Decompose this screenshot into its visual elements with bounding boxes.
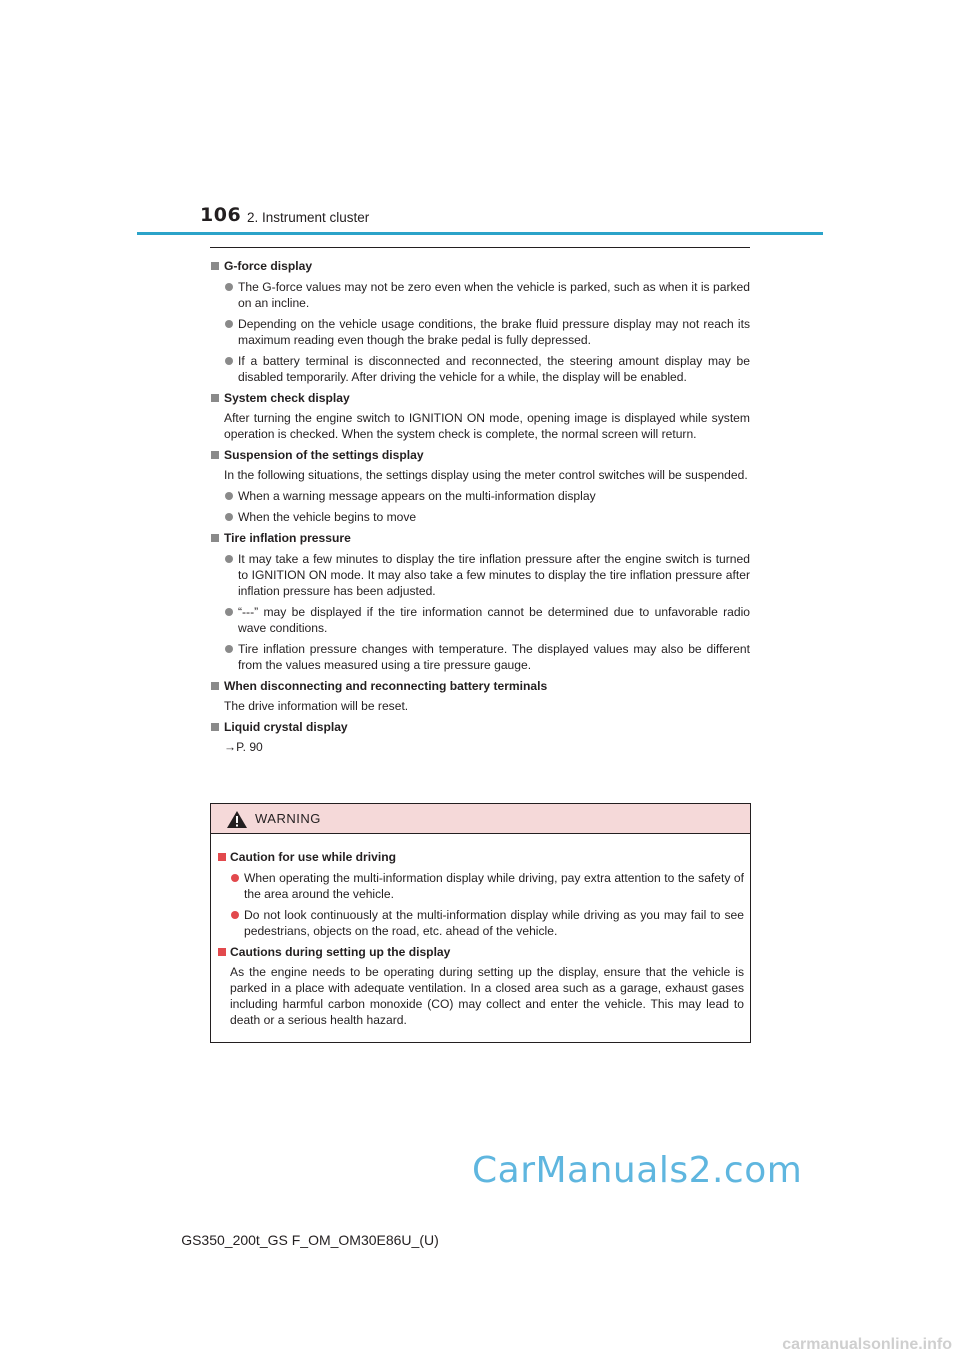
warning-heading: Cautions during setting up the display xyxy=(217,944,744,960)
section-title: 2. Instrument cluster xyxy=(247,210,370,225)
watermark-logo: CarManuals2.com xyxy=(472,1150,803,1191)
list-item: When a warning message appears on the multi-information display xyxy=(210,488,750,504)
circle-bullet-icon xyxy=(225,513,233,521)
section-heading: Liquid crystal display xyxy=(210,719,750,735)
circle-bullet-icon xyxy=(225,283,233,291)
list-item: Tire inflation pressure changes with temperature. The displayed values may also be different from the values measured using a tire pressure gauge. xyxy=(210,641,750,673)
square-bullet-icon xyxy=(211,394,219,402)
page-reference: →P. 90 xyxy=(224,740,263,754)
circle-bullet-icon xyxy=(225,608,233,616)
section-heading: Tire inflation pressure xyxy=(210,530,750,546)
circle-bullet-icon xyxy=(225,555,233,563)
warning-triangle-icon xyxy=(226,810,248,829)
footer-watermark-url: carmanualsonline.info xyxy=(782,1336,952,1353)
square-bullet-icon xyxy=(218,948,226,956)
document-code: GS350_200t_GS F_OM_OM30E86U_(U) xyxy=(181,1232,439,1248)
paragraph: After turning the engine switch to IGNITION ON mode, opening image is displayed while system operation is checked. When the system check is complete, the normal screen will return. xyxy=(224,411,750,441)
list-item: If a battery terminal is disconnected and reconnected, the steering amount display may be disabled temporarily. After driving the vehicle for a while, the display will be enabled. xyxy=(210,353,750,385)
square-bullet-icon xyxy=(211,262,219,270)
warning-header xyxy=(211,804,750,834)
warning-body xyxy=(211,834,750,1028)
paragraph: The drive information will be reset. xyxy=(224,699,409,713)
square-bullet-icon xyxy=(211,451,219,459)
circle-bullet-icon xyxy=(225,645,233,653)
warning-list-item: Do not look continuously at the multi-information display while driving as you may fail to see pedestrians, objects on the road, etc. ahead of the vehicle. xyxy=(217,907,744,939)
warning-list-item: When operating the multi-information display while driving, pay extra attention to the safety of the area around the vehicle. xyxy=(217,870,744,902)
warning-heading: Caution for use while driving xyxy=(217,849,744,865)
list-item: The G-force values may not be zero even when the vehicle is parked, such as when it is parked on an incline. xyxy=(210,279,750,311)
section-heading: G-force display xyxy=(210,258,750,274)
list-item: When the vehicle begins to move xyxy=(210,509,750,525)
circle-bullet-icon xyxy=(225,357,233,365)
square-bullet-icon xyxy=(218,853,226,861)
section-heading: System check display xyxy=(210,390,750,406)
warning-paragraph: As the engine needs to be operating during setting up the display, ensure that the vehicle is parked in a place with adequate ventilation. In a closed area such as a garage, exhaust gases including harmful carbon monoxide (CO) may collect and enter the vehicle. This may lead to death or a serious health hazard. xyxy=(230,965,744,1027)
circle-bullet-icon xyxy=(231,874,239,882)
square-bullet-icon xyxy=(211,723,219,731)
circle-bullet-icon xyxy=(225,492,233,500)
page-number: 106 xyxy=(200,204,242,226)
circle-bullet-icon xyxy=(225,320,233,328)
list-item: It may take a few minutes to display the tire inflation pressure after the engine switch is turned to IGNITION ON mode. It may also take a few minutes to display the tire inflation pressure after inflation pressure has been adjusted. xyxy=(210,551,750,599)
square-bullet-icon xyxy=(211,534,219,542)
section-heading: Suspension of the settings display xyxy=(210,447,750,463)
header-rule xyxy=(137,232,823,235)
list-item: “---” may be displayed if the tire information cannot be determined due to unfavorable radio wave conditions. xyxy=(210,604,750,636)
warning-box xyxy=(210,803,751,1043)
page-header xyxy=(0,0,960,240)
circle-bullet-icon xyxy=(231,911,239,919)
paragraph: In the following situations, the settings display using the meter control switches will be suspended. xyxy=(224,468,748,482)
warning-title: WARNING xyxy=(255,811,321,826)
section-heading: When disconnecting and reconnecting battery terminals xyxy=(210,678,750,694)
main-content xyxy=(210,258,750,755)
square-bullet-icon xyxy=(211,682,219,690)
list-item: Depending on the vehicle usage conditions, the brake fluid pressure display may not reach its maximum reading even though the brake pedal is fully depressed. xyxy=(210,316,750,348)
content-top-rule xyxy=(210,247,750,248)
